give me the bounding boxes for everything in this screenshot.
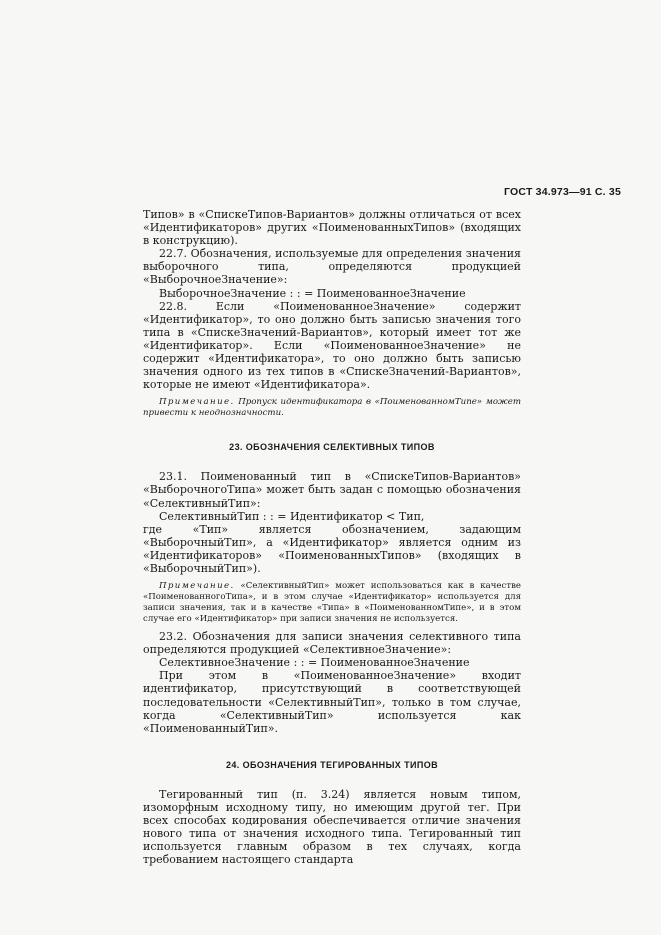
formula-selective-value-choice: ВыборочноеЗначение : : = ПоименованноеЗначение — [159, 286, 466, 300]
formula-selective-value: СелективноеЗначение : : = ПоименованноеЗначение — [159, 656, 470, 670]
page-content — [143, 208, 521, 866]
note-label: Примечание. — [159, 581, 235, 592]
clause-24-intro: Тегированный тип (п. 3.24) является новым типом, изоморфным исходному типу, но имеющим другой тег. При всех способах кодирования обеспечивается отличие значения нового типа от значения исходного типа. Тегированный тип используется главным образом в тех случаях, когда требованием настоящего стандарта — [143, 787, 521, 867]
note-text: «СелективныйТип» может использоваться как в качестве «ПоименованногоТипа», и в этом случае «Идентификатор» используется для записи значения, так и в качестве «Типа» в «ПоименованномТипе», и в этом случае его «Идентификатор» при записи значения не используется. — [143, 581, 521, 625]
clause-23-2-explanation: При этом в «ПоименованноеЗначение» входит идентификатор, присутствующий в соответствующей последовательности «СелективныйТип», только в том случае, когда «СелективныйТип» используется как «ПоименованныйТип». — [143, 669, 521, 735]
paragraph-continued: Типов» в «СпискеТипов-Вариантов» должны отличаться от всех «Идентификаторов» других «ПоименованныхТипов» (входящих в конструкцию). — [143, 208, 521, 248]
clause-23-1: 23.1. Поименованный тип в «СпискеТипов-Вариантов» «ВыборочногоТипа» может быть задан с помощью обозначения «СелективныйТип»: — [143, 470, 521, 510]
note-text: Пропуск идентификатора в «ПоименованномТипе» может привести к неоднозначности. — [143, 397, 522, 419]
formula-selective-type: СелективныйТип : : = Идентификатор < Тип, — [159, 509, 425, 523]
section-heading-24: 24. ОБОЗНАЧЕНИЯ ТЕГИРОВАННЫХ ТИПОВ — [225, 759, 439, 770]
note-label: Примечание. — [159, 397, 235, 408]
clause-22-8: 22.8. Если «ПоименованноеЗначение» содержит «Идентификатор», то оно должно быть записью значения того типа в «СпискеЗначений-Вариантов», который имеет тот же «Идентификатор». Если «ПоименованноеЗначение» не содержит «Идентификатора», то оно должно быть записью значения одного из тех типов в «СпискеЗначений-Вариантов», которые не имеют «Идентификатора». — [143, 299, 521, 392]
section-heading-23: 23. ОБОЗНАЧЕНИЯ СЕЛЕКТИВНЫХ ТИПОВ — [229, 442, 435, 453]
clause-23-2: 23.2. Обозначения для записи значения селективного типа определяются продукцией «СелективноеЗначение»: — [143, 630, 521, 657]
clause-22-7: 22.7. Обозначения, используемые для определения значения выборочного типа, определяются продукцией «ВыборочноеЗначение»: — [143, 247, 521, 287]
note-22 — [143, 397, 521, 419]
note-23 — [143, 581, 521, 625]
clause-23-1-explanation: где «Тип» является обозначением, задающим «ВыборочныйТип», а «Идентификатор» является одним из «Идентификаторов» «ПоименованныхТипов» (входящих в «ВыборочныйТип»). — [143, 522, 521, 575]
page-header: ГОСТ 34.973—91 С. 35 — [504, 186, 621, 198]
